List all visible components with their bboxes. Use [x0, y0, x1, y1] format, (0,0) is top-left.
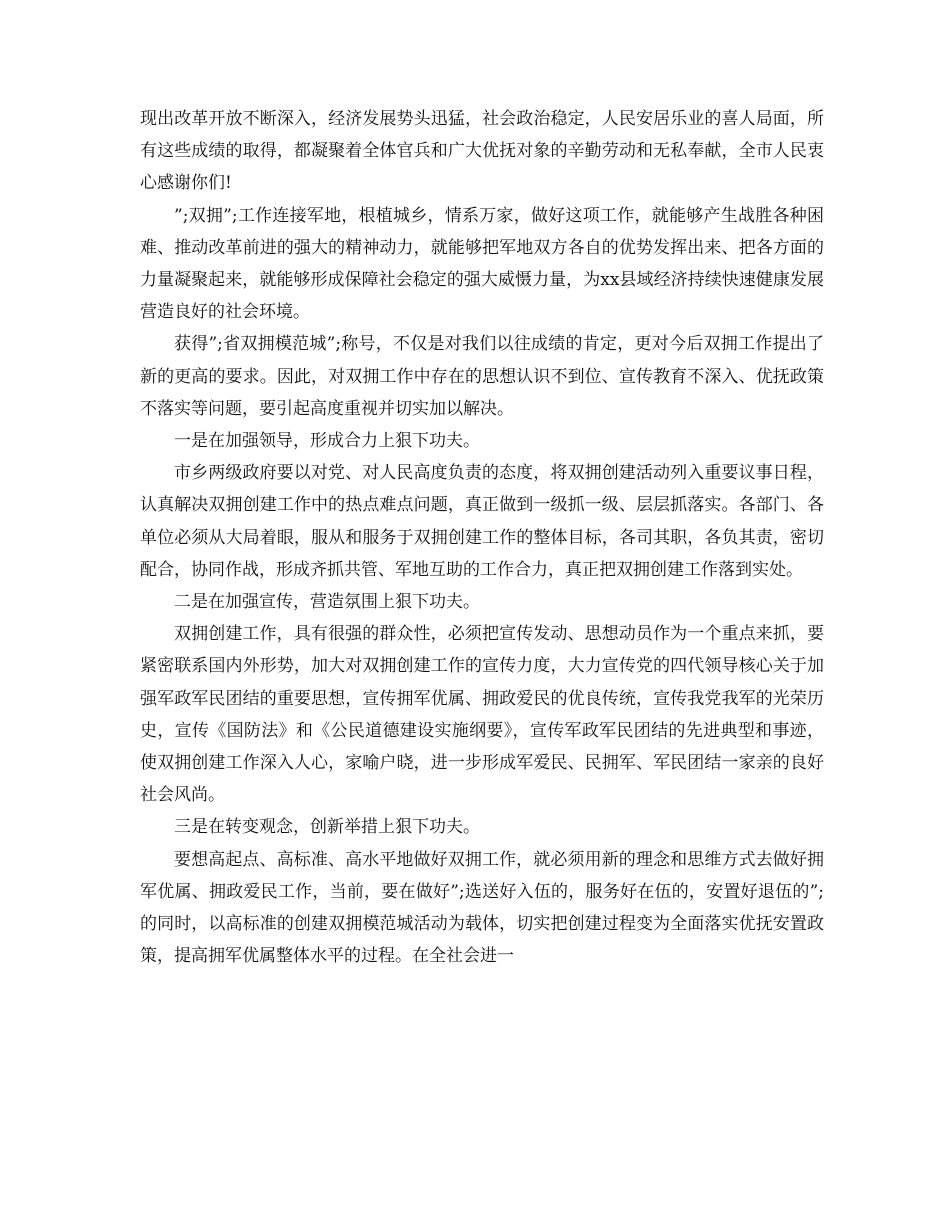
- heading-point-three: 三是在转变观念，创新举措上狠下功夫。: [174, 817, 480, 838]
- heading-point-two: 二是在加强宣传，营造氛围上狠下功夫。: [174, 592, 480, 613]
- paragraph-leadership: 市乡两级政府要以对党、对人民高度负责的态度，将双拥创建活动列入重要议事日程，认真解决双拥创建工作中的热点难点问题，真正做到一级抓一级、层层抓落实。各部门、各单位必须从大局着眼，服从和服务于双拥创建工作的整体目标，各司其职，各负其责，密切配合，协同作战，形成齐抓共管、军地互助的工作合力，真正把双拥创建工作落到实处。: [140, 463, 824, 580]
- paragraph-shuangyong-work: ”;双拥”;工作连接军地，根植城乡，情系万家，做好这项工作，就能够产生战胜各种困难、推动改革前进的强大的精神动力，就能够把军地双方各自的优势发挥出来、把各方面的力量凝聚起来，就能够形成保障社会稳定的强大威慑力量，为xx县域经济持续快速健康发展营造良好的社会环境。: [140, 205, 824, 323]
- heading-point-one: 一是在加强领导，形成合力上狠下功夫。: [174, 431, 480, 452]
- paragraph-publicity: 双拥创建工作，具有很强的群众性，必须把宣传发动、思想动员作为一个重点来抓，要紧密联系国内外形势，加大对双拥创建工作的宣传力度，大力宣传党的四代领导核心关于加强军政军民团结的重要思想，宣传拥军优属、拥政爱民的优良传统，宣传我党我军的光荣历史，宣传《国防法》和《公民道德建设实施纲要》，宣传军政军民团结的先进典型和事迹，使双拥创建工作深入人心，家喻户晓，进一步形成军爱民、民拥军、军民团结一家亲的良好社会风尚。: [140, 624, 824, 806]
- document-page: [140, 103, 824, 972]
- paragraph-intro-continuation: 现出改革开放不断深入，经济发展势头迅猛，社会政治稳定，人民安居乐业的喜人局面，所有这些成绩的取得，都凝聚着全体官兵和广大优抚对象的辛勤劳动和无私奉献，全市人民衷心感谢你们!: [140, 109, 824, 194]
- paragraph-innovation: 要想高起点、高标准、高水平地做好双拥工作，就必须用新的理念和思维方式去做好拥军优属、拥政爱民工作，当前，要在做好”;选送好入伍的，服务好在伍的，安置好退伍的”;的同时，以高标准的创建双拥模范城活动为载体，切实把创建过程变为全面落实优抚安置政策，提高拥军优属整体水平的过程。在全社会进一: [140, 849, 824, 967]
- paragraph-model-city-title: 获得”;省双拥模范城”;称号，不仅是对我们以往成绩的肯定，更对今后双拥工作提出了新的更高的要求。因此，对双拥工作中存在的思想认识不到位、宣传教育不深入、优抚政策不落实等问题，要引起高度重视并切实加以解决。: [140, 334, 824, 419]
